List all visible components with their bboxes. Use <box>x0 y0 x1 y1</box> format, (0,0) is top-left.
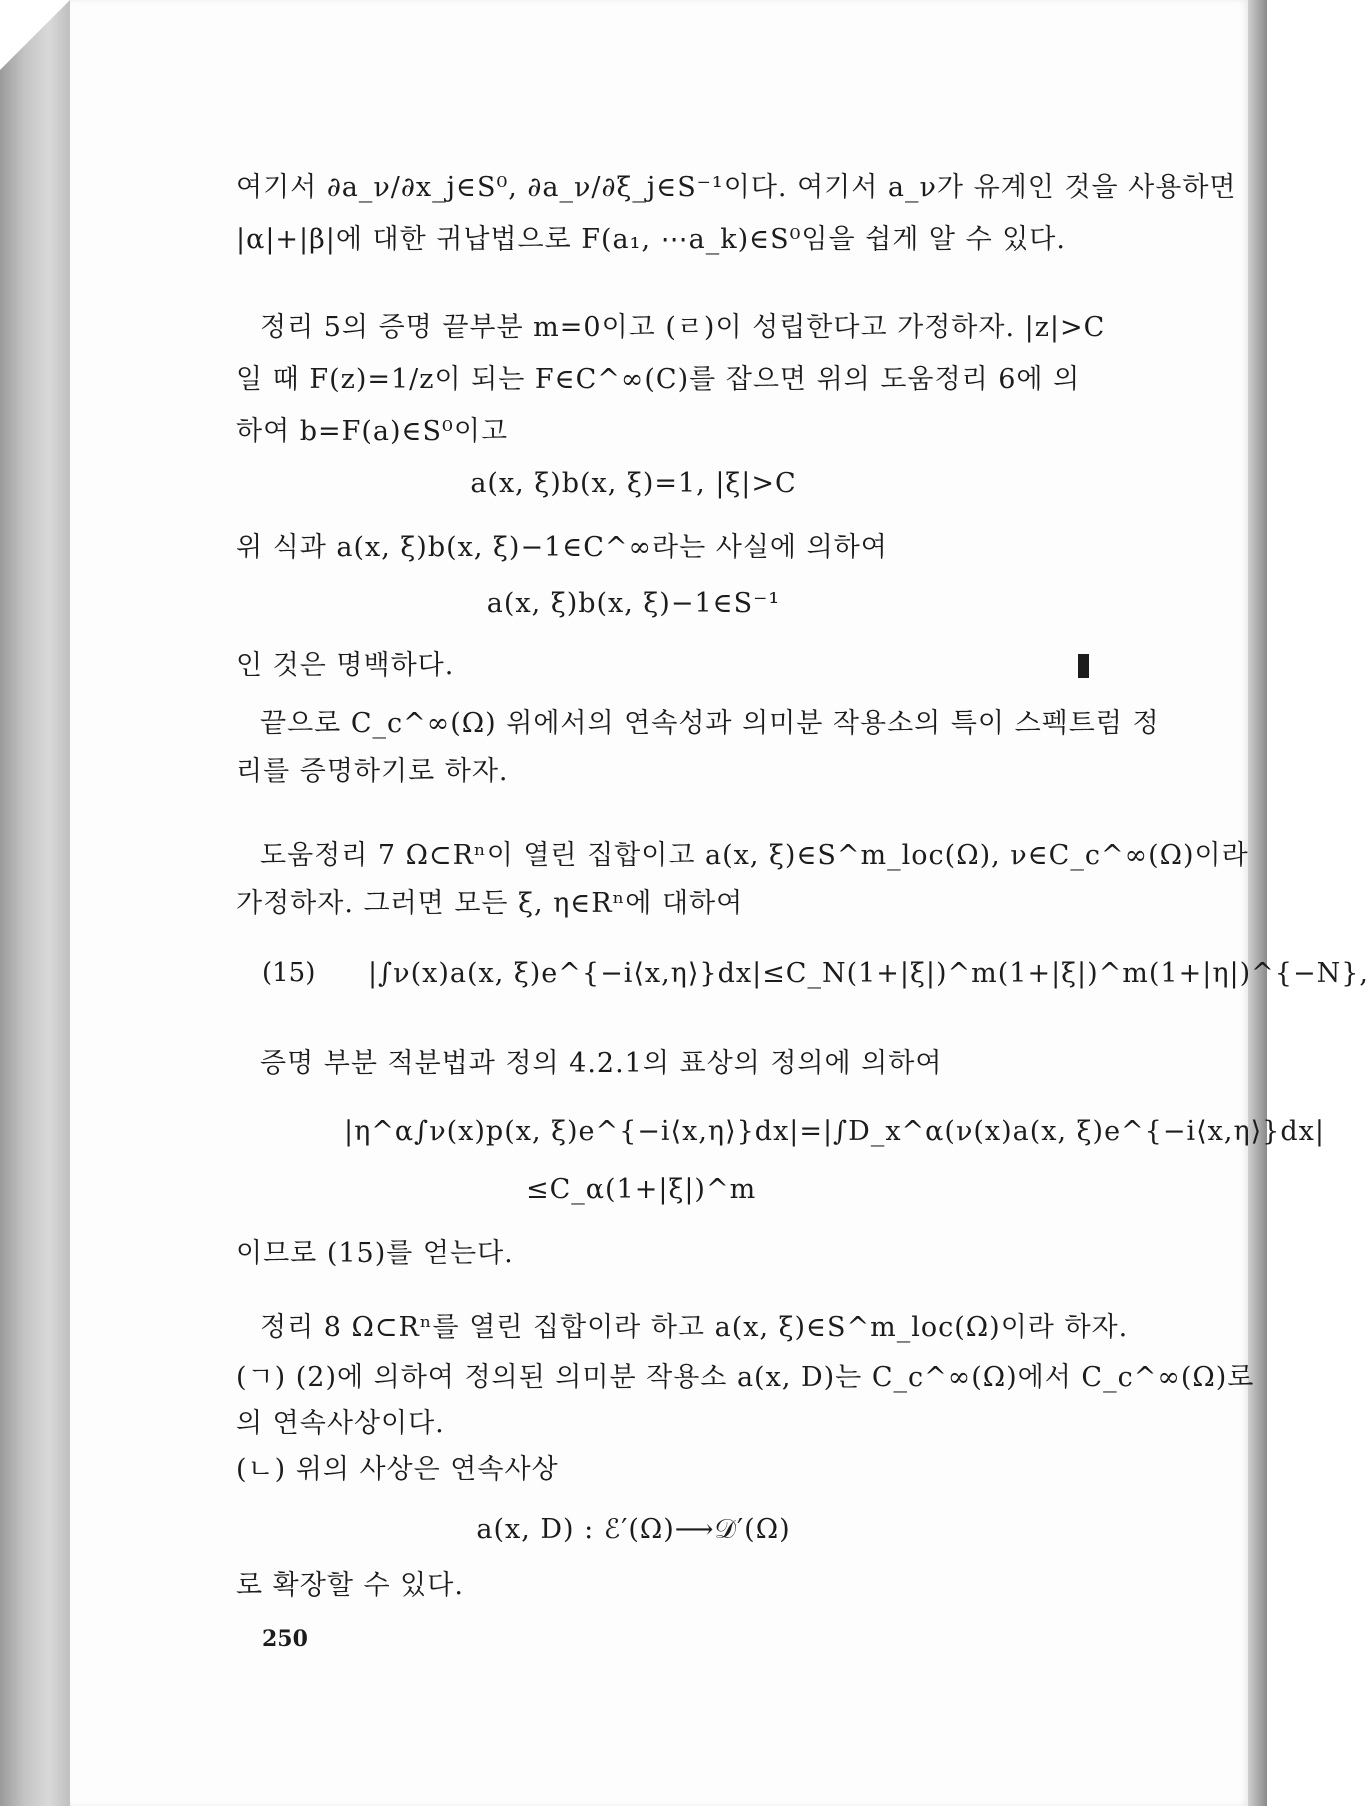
text-line-11: 리를 증명하기로 하자. <box>236 756 509 787</box>
text-line-5: 하여 b=F(a)∈S⁰이고 <box>236 416 509 447</box>
text-line-4: 일 때 F(z)=1/z이 되는 F∈C^∞(C)를 잡으면 위의 도움정리 6에 의 <box>236 364 1081 395</box>
equation-2: a(x, ξ)b(x, ξ)−1∈S⁻¹ <box>486 588 781 619</box>
text-line-25: 로 확장할 수 있다. <box>236 1570 464 1601</box>
page-number: 250 <box>262 1626 308 1652</box>
equation-15: |∫ν(x)a(x, ξ)e^{−i⟨x,η⟩}dx|≤C_N(1+|ξ|)^m(1+|ξ|)^m(1+|η|)^{−N}, <box>368 958 1369 989</box>
lemma-7-line: 도움정리 7 Ω⊂Rⁿ이 열린 집합이고 a(x, ξ)∈S^m_loc(Ω), ν∈C_c^∞(Ω)이라 <box>260 840 1249 871</box>
equation-5: a(x, D) : ℰ′(Ω)⟶𝒟′(Ω) <box>476 1514 791 1545</box>
equation-4: ≤C_α(1+|ξ|)^m <box>526 1174 757 1205</box>
equation-1: a(x, ξ)b(x, ξ)=1, |ξ|>C <box>470 468 797 499</box>
text-line-1: 여기서 ∂a_ν/∂x_j∈S⁰, ∂a_ν/∂ξ_j∈S⁻¹이다. 여기서 a_ν가 유계인 것을 사용하면 <box>236 172 1237 203</box>
text-line-13: 가정하자. 그러면 모든 ξ, η∈Rⁿ에 대하여 <box>236 888 744 919</box>
text-line-19: 이므로 (15)를 얻는다. <box>236 1238 514 1269</box>
text-line-9: 인 것은 명백하다. <box>236 650 455 681</box>
equation-3: |η^α∫ν(x)p(x, ξ)e^{−i⟨x,η⟩}dx|=|∫D_x^α(ν(x)a(x, ξ)e^{−i⟨x,η⟩}dx| <box>344 1116 1325 1147</box>
text-line-23: (ㄴ) 위의 사상은 연속사상 <box>236 1454 559 1485</box>
text-line-7: 위 식과 a(x, ξ)b(x, ξ)−1∈C^∞라는 사실에 의하여 <box>236 532 888 563</box>
qed-mark <box>1078 654 1089 678</box>
equation-number-15: (15) <box>262 958 316 988</box>
text-line-22: 의 연속사상이다. <box>236 1408 445 1439</box>
proof-heading-line: 증명 부분 적분법과 정의 4.2.1의 표상의 정의에 의하여 <box>260 1048 943 1079</box>
text-line-21: (ㄱ) (2)에 의하여 정의된 의미분 작용소 a(x, D)는 C_c^∞(Ω)에서 C_c^∞(Ω)로 <box>236 1362 1255 1393</box>
theorem-5-proof-heading-line: 정리 5의 증명 끝부분 m=0이고 (ㄹ)이 성립한다고 가정하자. |z|>C <box>260 312 1106 343</box>
theorem-8-line: 정리 8 Ω⊂Rⁿ를 열린 집합이라 하고 a(x, ξ)∈S^m_loc(Ω)이라 하자. <box>260 1312 1129 1343</box>
text-line-2: |α|+|β|에 대한 귀납법으로 F(a₁, ⋯a_k)∈S⁰임을 쉽게 알 수 있다. <box>236 224 1066 255</box>
text-line-10: 끝으로 C_c^∞(Ω) 위에서의 연속성과 의미분 작용소의 특이 스펙트럼 정 <box>260 708 1160 739</box>
